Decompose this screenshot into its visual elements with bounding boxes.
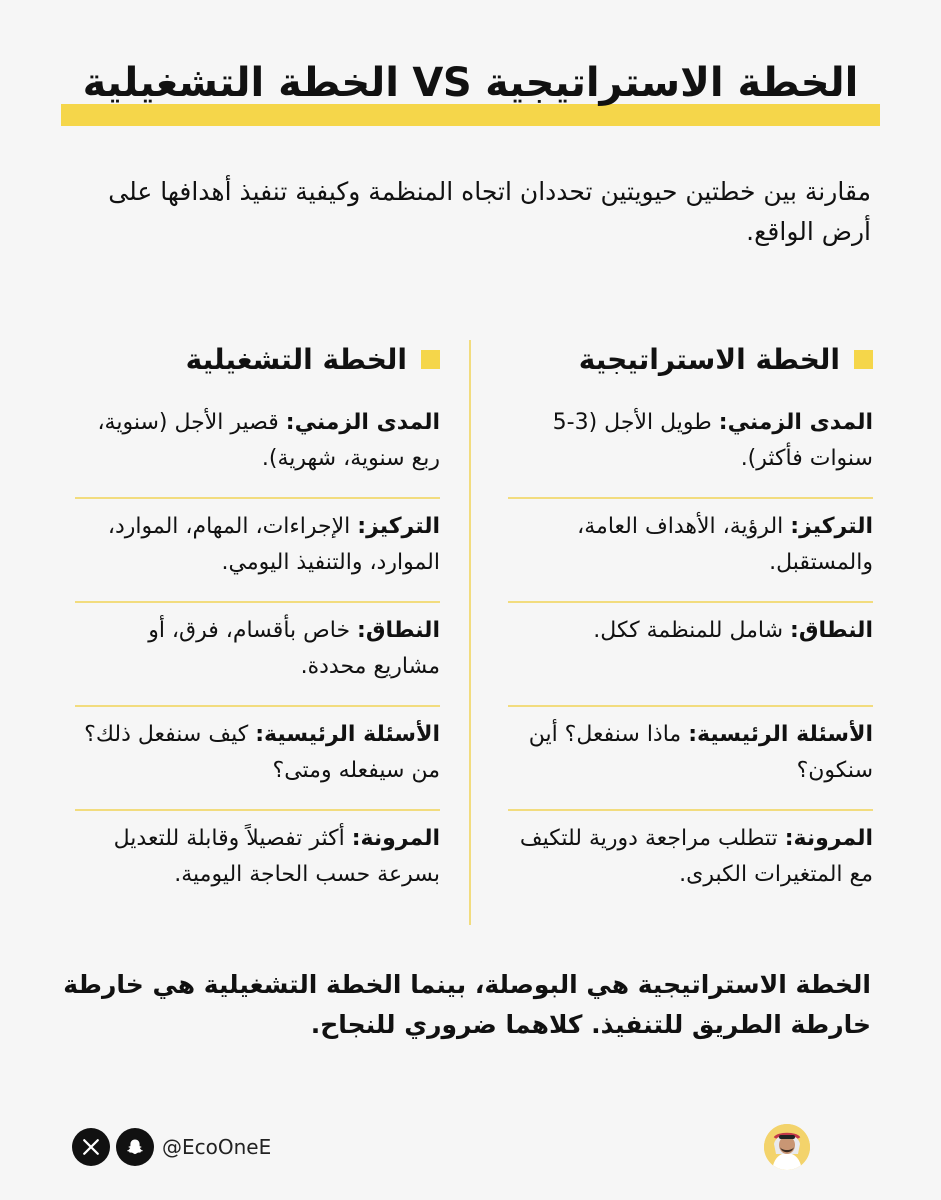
item-text: شامل للمنظمة ككل. [593, 618, 784, 643]
operational-item-timeframe [75, 395, 440, 499]
operational-header [75, 335, 440, 383]
operational-column [75, 335, 440, 941]
operational-item-flexibility [75, 811, 440, 941]
page-title: الخطة الاستراتيجية VS الخطة التشغيلية [82, 60, 859, 106]
author-avatar [764, 1124, 810, 1170]
operational-item-focus [75, 499, 440, 603]
item-text: تتطلب مراجعة دورية للتكيف مع المتغيرات الكبرى. [519, 826, 873, 887]
item-label: المرونة: [784, 826, 873, 851]
item-text: الإجراءات، المهام، الموارد، الموارد، والتنفيذ اليومي. [107, 514, 440, 575]
title-highlight [61, 104, 881, 126]
item-text: ماذا سنفعل؟ أين سنكون؟ [528, 722, 873, 783]
conclusion-text: الخطة الاستراتيجية هي البوصلة، بينما الخطة التشغيلية هي خارطة خارطة الطريق للتنفيذ. كلاهما ضروري للنجاح. [63, 970, 871, 1039]
yellow-square-icon [854, 350, 873, 369]
item-label: المدى الزمني: [718, 410, 873, 435]
strategic-item-focus [508, 499, 873, 603]
item-label: التركيز: [790, 514, 873, 539]
yellow-square-icon [421, 350, 440, 369]
operational-heading: الخطة التشغيلية [185, 342, 407, 376]
item-label: النطاق: [357, 618, 440, 643]
item-text: خاص بأقسام، فرق، أو مشاريع محددة. [148, 618, 440, 679]
strategic-column [508, 335, 873, 941]
operational-item-questions [75, 707, 440, 811]
strategic-item-scope [508, 603, 873, 707]
item-label: التركيز: [357, 514, 440, 539]
item-text: طويل الأجل (3-5 سنوات فأكثر). [552, 410, 873, 471]
column-divider [469, 340, 471, 925]
item-text: قصير الأجل (سنوية، ربع سنوية، شهرية). [97, 410, 440, 471]
intro-text: مقارنة بين خطتين حيويتين تحددان اتجاه المنظمة وكيفية تنفيذ أهدافها على أرض الواقع. [108, 177, 871, 246]
strategic-header [508, 335, 873, 383]
social-handle[interactable]: @EcoOneE [162, 1135, 272, 1159]
snapchat-ghost-icon[interactable] [116, 1128, 154, 1166]
strategic-item-timeframe [508, 395, 873, 499]
title-area [0, 60, 941, 106]
item-label: النطاق: [790, 618, 873, 643]
x-logo-icon[interactable] [72, 1128, 110, 1166]
strategic-item-questions [508, 707, 873, 811]
item-label: المدى الزمني: [285, 410, 440, 435]
strategic-heading: الخطة الاستراتيجية [578, 342, 840, 376]
item-label: الأسئلة الرئيسية: [688, 722, 873, 747]
item-label: الأسئلة الرئيسية: [255, 722, 440, 747]
item-label: المرونة: [351, 826, 440, 851]
item-text: الرؤية، الأهداف العامة، والمستقبل. [577, 514, 873, 575]
operational-item-scope [75, 603, 440, 707]
item-text: كيف سنفعل ذلك؟ من سيفعله ومتى؟ [84, 722, 440, 783]
strategic-item-flexibility [508, 811, 873, 941]
item-text: أكثر تفصيلاً وقابلة للتعديل بسرعة حسب الحاجة اليومية. [113, 826, 440, 887]
